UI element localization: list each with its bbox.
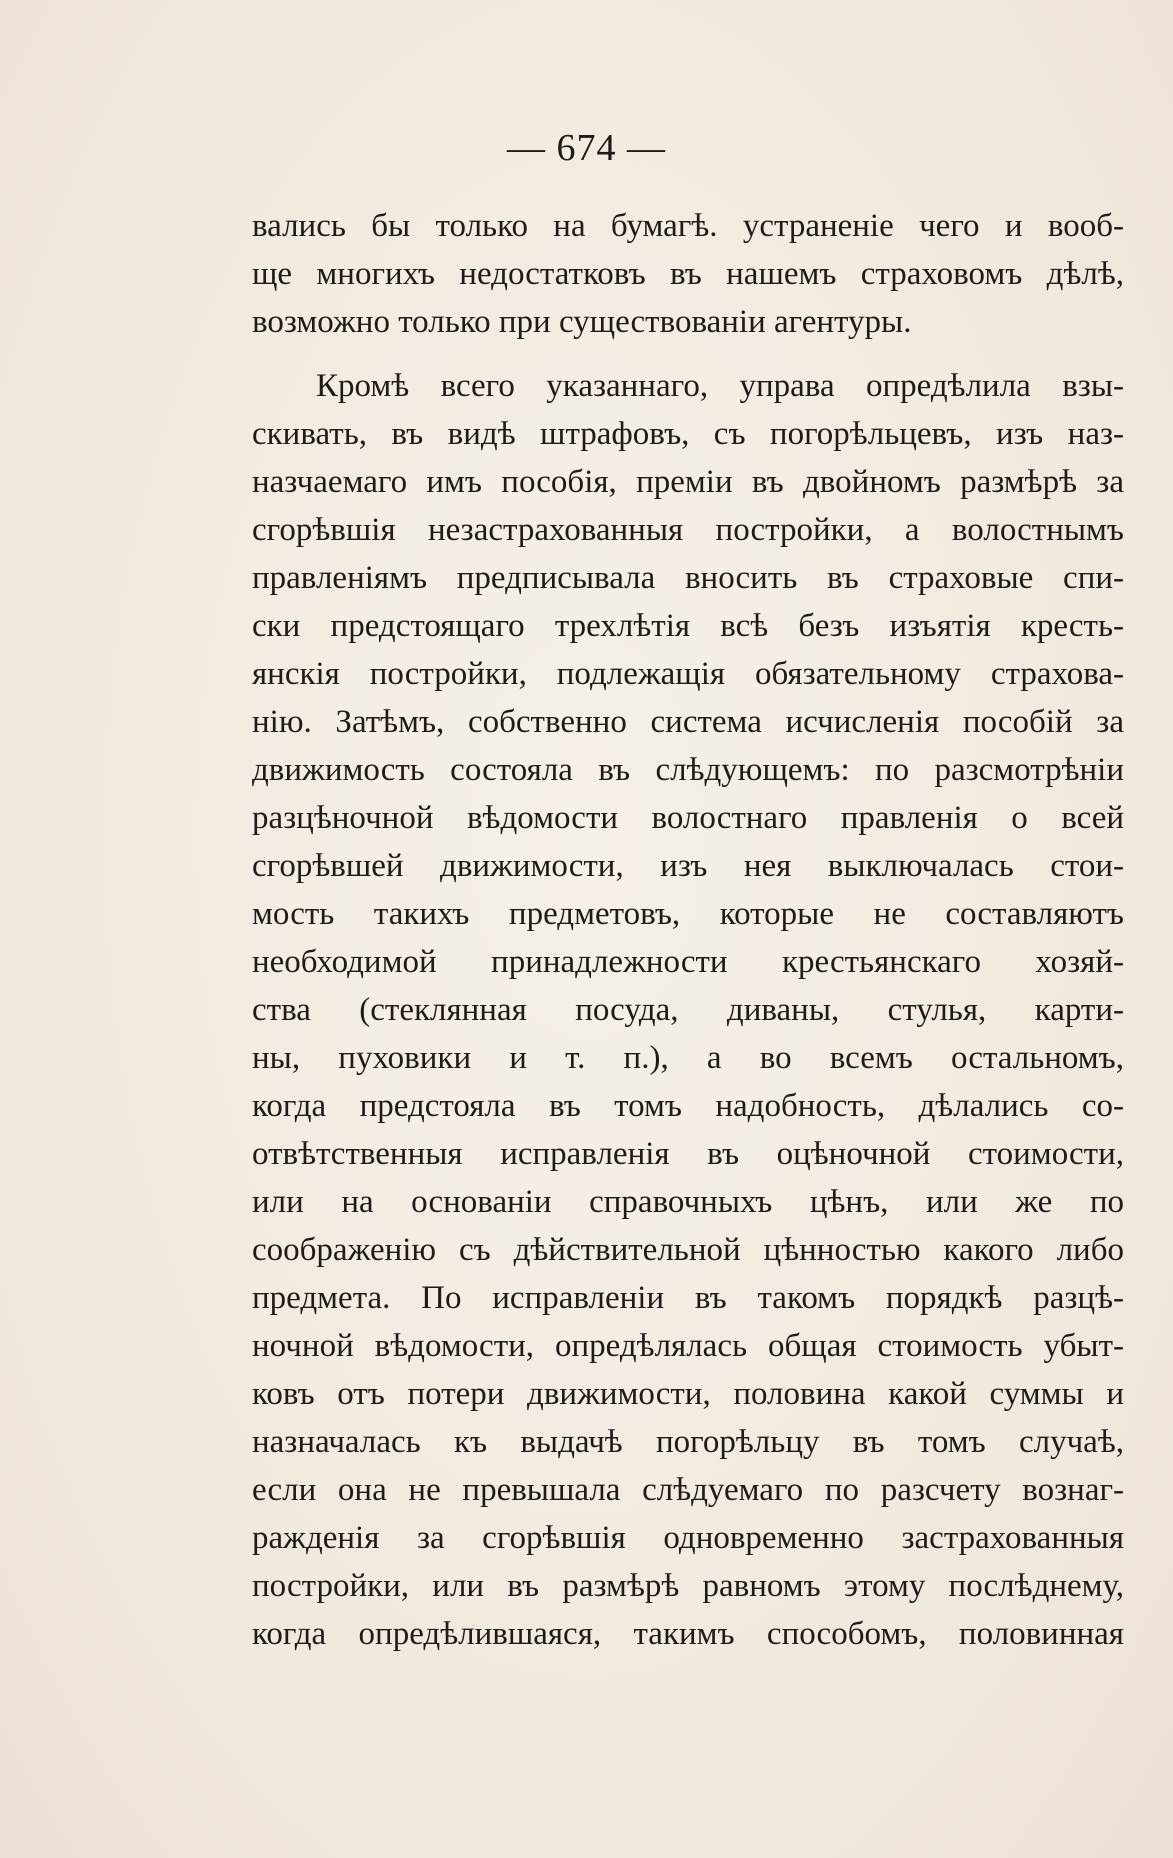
text-line: или на основаніи справочныхъ цѣнъ, или же по	[252, 1184, 1124, 1220]
text-line: постройки, или въ размѣрѣ равномъ этому послѣднему,	[252, 1568, 1124, 1604]
text-line: назначалась къ выдачѣ погорѣльцу въ томъ случаѣ,	[252, 1424, 1124, 1460]
text-line: когда опредѣлившаяся, такимъ способомъ, половинная	[252, 1616, 1124, 1652]
text-line: предмета. По исправленіи въ такомъ порядкѣ разцѣ-	[252, 1280, 1124, 1316]
text-line: назчаемаго имъ пособія, преміи въ двойномъ размѣрѣ за	[252, 464, 1124, 500]
text-line: ночной вѣдомости, опредѣлялась общая стоимость убыт-	[252, 1328, 1124, 1364]
text-line: правленіямъ предписывала вносить въ страховые спи-	[252, 560, 1124, 596]
text-line: ковъ отъ потери движимости, половина какой суммы и	[252, 1376, 1124, 1412]
text-line: Кромѣ всего указаннаго, управа опредѣлила взы-	[316, 368, 1124, 404]
text-line: отвѣтственныя исправленія въ оцѣночной стоимости,	[252, 1136, 1124, 1172]
text-line: янскія постройки, подлежащія обязательному страхова-	[252, 656, 1124, 692]
text-line: сгорѣвшей движимости, изъ нея выключалась стои-	[252, 848, 1124, 884]
text-line: разцѣночной вѣдомости волостнаго правленія о всей	[252, 800, 1124, 836]
text-line: вались бы только на бумагѣ. устраненіе чего и вооб-	[252, 208, 1124, 244]
page-number: — 674 —	[507, 127, 666, 169]
text-line: ства (стеклянная посуда, диваны, стулья, карти-	[252, 992, 1124, 1028]
text-line: нію. Затѣмъ, собственно система исчисленія пособій за	[252, 704, 1124, 740]
text-line: необходимой принадлежности крестьянскаго хозяй-	[252, 944, 1124, 980]
body-text	[252, 202, 1124, 1658]
text-line: сгорѣвшія незастрахованныя постройки, а волостнымъ	[252, 512, 1124, 548]
text-line: мость такихъ предметовъ, которые не составляютъ	[252, 896, 1124, 932]
text-line: когда предстояла въ томъ надобность, дѣлались со-	[252, 1088, 1124, 1124]
text-line: ски предстоящаго трехлѣтія всѣ безъ изъятія кресть-	[252, 608, 1124, 644]
text-line: ражденія за сгорѣвшія одновременно застрахованныя	[252, 1520, 1124, 1556]
text-line: соображенію съ дѣйствительной цѣнностью какого либо	[252, 1232, 1124, 1268]
text-line: движимость состояла въ слѣдующемъ: по разсмотрѣніи	[252, 752, 1124, 788]
text-line: ны, пуховики и т. п.), а во всемъ остальномъ,	[252, 1040, 1124, 1076]
text-line: скивать, въ видѣ штрафовъ, съ погорѣльцевъ, изъ наз-	[252, 416, 1124, 452]
text-line: возможно только при существованіи агентуры.	[252, 304, 912, 340]
text-line: ще многихъ недостатковъ въ нашемъ страховомъ дѣлѣ,	[252, 256, 1124, 292]
text-line: если она не превышала слѣдуемаго по разсчету вознаг-	[252, 1472, 1124, 1508]
